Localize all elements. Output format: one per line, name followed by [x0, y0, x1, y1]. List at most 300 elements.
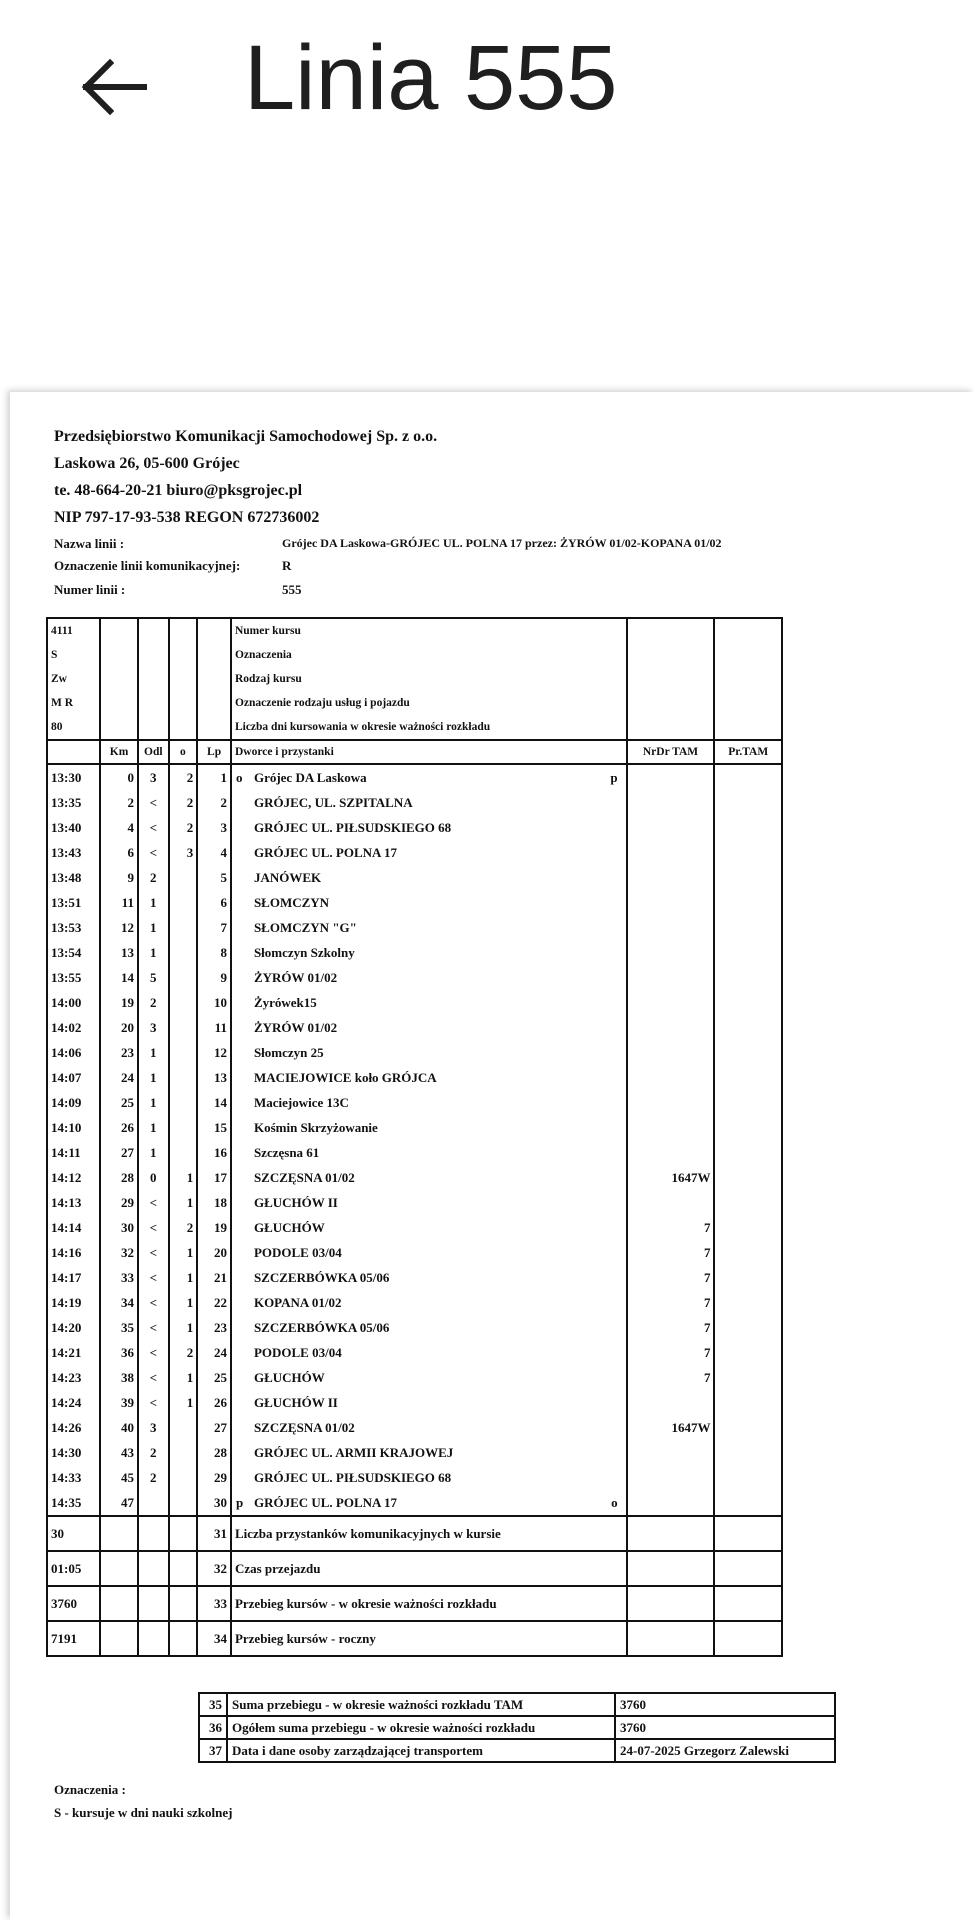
- summary-value: 24-07-2025 Grzegorz Zalewski: [615, 1739, 835, 1762]
- stop-time: 13:54: [47, 940, 100, 965]
- stop-km: 30: [100, 1215, 138, 1240]
- stop-name-cell: [231, 1240, 627, 1265]
- col-km-header: Km: [100, 740, 138, 764]
- stop-row: [47, 1215, 782, 1240]
- stop-lp: 16: [197, 1140, 231, 1165]
- totals-label: Przebieg kursów - w okresie ważności rozkładu: [231, 1586, 627, 1621]
- stop-name-cell: [231, 1490, 627, 1516]
- empty-cell: [714, 1140, 782, 1165]
- stop-lp: 12: [197, 1040, 231, 1065]
- empty-cell: [138, 1586, 169, 1621]
- totals-value: 01:05: [47, 1551, 100, 1586]
- empty-cell: [138, 1516, 169, 1551]
- stop-odl: 2: [138, 990, 169, 1015]
- col-time-header: [47, 740, 100, 764]
- back-button[interactable]: [70, 44, 156, 130]
- stop-km: 47: [100, 1490, 138, 1516]
- stop-name: GRÓJEC UL. POLNA 17: [253, 844, 397, 860]
- empty-cell: [100, 643, 138, 667]
- summary-lp: 35: [199, 1693, 227, 1716]
- stop-nrdr: [627, 1190, 715, 1215]
- empty-cell: [714, 890, 782, 915]
- col-lp-header: Lp: [197, 740, 231, 764]
- stop-name-cell: [231, 1040, 627, 1065]
- stop-o: 2: [169, 815, 198, 840]
- stop-km: 40: [100, 1415, 138, 1440]
- stop-lp: 25: [197, 1365, 231, 1390]
- summary-label: Data i dane osoby zarządzającej transportem: [227, 1739, 615, 1762]
- stop-name-cell: [231, 1090, 627, 1115]
- empty-cell: [169, 618, 198, 643]
- stop-o: [169, 1115, 198, 1140]
- empty-cell: [714, 1315, 782, 1340]
- empty-cell: [714, 965, 782, 990]
- stop-time: 14:17: [47, 1265, 100, 1290]
- company-name: Przedsiębiorstwo Komunikacji Samochodowej Sp. z o.o.: [54, 428, 438, 445]
- summary-table: [198, 1692, 836, 1763]
- stop-odl: 1: [138, 1065, 169, 1090]
- stop-time: 14:10: [47, 1115, 100, 1140]
- empty-cell: [627, 691, 715, 715]
- empty-cell: [714, 1215, 782, 1240]
- stop-km: 24: [100, 1065, 138, 1090]
- stop-name: Szczęsna 61: [253, 1144, 320, 1160]
- stop-name: MACIEJOWICE koło GRÓJCA: [253, 1069, 437, 1085]
- stop-time: 14:11: [47, 1140, 100, 1165]
- arrow-left-icon: [78, 57, 148, 117]
- stop-km: 11: [100, 890, 138, 915]
- stop-lp: 22: [197, 1290, 231, 1315]
- stop-time: 13:35: [47, 790, 100, 815]
- stop-km: 29: [100, 1190, 138, 1215]
- line-number-label: Numer linii :: [54, 582, 126, 597]
- empty-cell: [714, 691, 782, 715]
- stop-name-cell: [231, 1215, 627, 1240]
- stop-time: 14:00: [47, 990, 100, 1015]
- stop-row: [47, 1090, 782, 1115]
- stop-nrdr: [627, 1390, 715, 1415]
- stop-time: 14:07: [47, 1065, 100, 1090]
- stop-time: 13:40: [47, 815, 100, 840]
- stop-name-cell: [231, 1265, 627, 1290]
- column-header-section: [47, 740, 782, 764]
- stop-row: [47, 1415, 782, 1440]
- company-contact: te. 48-664-20-21 biuro@pksgrojec.pl: [54, 482, 303, 499]
- stop-o: [169, 1040, 198, 1065]
- stop-o: 2: [169, 1215, 198, 1240]
- stop-name: GŁUCHÓW II: [253, 1394, 338, 1410]
- timetable-table: [46, 617, 783, 1657]
- stop-o: 1: [169, 1265, 198, 1290]
- stop-o: [169, 1440, 198, 1465]
- empty-cell: [714, 940, 782, 965]
- stop-nrdr: 7: [627, 1265, 715, 1290]
- stop-nrdr: 7: [627, 1365, 715, 1390]
- stop-lp: 30: [197, 1490, 231, 1516]
- empty-cell: [714, 990, 782, 1015]
- course-info-row: [47, 691, 782, 715]
- stop-row: [47, 890, 782, 915]
- stop-name-cell: [231, 1140, 627, 1165]
- empty-cell: [714, 1340, 782, 1365]
- stop-time: 14:06: [47, 1040, 100, 1065]
- stop-odl: <: [138, 840, 169, 865]
- line-designation-value: R: [282, 558, 292, 573]
- summary-row: [199, 1716, 835, 1739]
- summary-lp: 36: [199, 1716, 227, 1739]
- stop-name-cell: [231, 965, 627, 990]
- empty-cell: [714, 1390, 782, 1415]
- totals-row: [47, 1621, 782, 1656]
- totals-lp: 31: [197, 1516, 231, 1551]
- stop-time: 14:33: [47, 1465, 100, 1490]
- stop-name: Kośmin Skrzyżowanie: [253, 1119, 378, 1135]
- stop-odl: 1: [138, 915, 169, 940]
- stop-odl: <: [138, 1365, 169, 1390]
- stop-odl: 1: [138, 1115, 169, 1140]
- stop-name: GŁUCHÓW: [253, 1369, 325, 1385]
- stop-row: [47, 1015, 782, 1040]
- empty-cell: [714, 715, 782, 740]
- stop-nrdr: 1647W: [627, 1415, 715, 1440]
- stop-km: 12: [100, 915, 138, 940]
- totals-row: [47, 1516, 782, 1551]
- empty-cell: [714, 815, 782, 840]
- col-pr-header: Pr.TAM: [714, 740, 782, 764]
- stop-name: GRÓJEC UL. PIŁSUDSKIEGO 68: [253, 819, 452, 835]
- stop-time: 14:26: [47, 1415, 100, 1440]
- stop-odl: <: [138, 1240, 169, 1265]
- company-address: Laskowa 26, 05-600 Grójec: [54, 455, 240, 472]
- stop-time: 14:21: [47, 1340, 100, 1365]
- empty-cell: [169, 667, 198, 691]
- stop-row: [47, 1290, 782, 1315]
- empty-cell: [169, 1621, 198, 1656]
- empty-cell: [714, 1365, 782, 1390]
- empty-cell: [714, 667, 782, 691]
- empty-cell: [714, 1165, 782, 1190]
- stop-nrdr: 1647W: [627, 1165, 715, 1190]
- stop-o: 1: [169, 1190, 198, 1215]
- stop-row: [47, 940, 782, 965]
- stop-name: GRÓJEC UL. ARMII KRAJOWEJ: [253, 1444, 454, 1460]
- stop-time: 14:14: [47, 1215, 100, 1240]
- stop-nrdr: [627, 865, 715, 890]
- stop-km: 38: [100, 1365, 138, 1390]
- stop-nrdr: 7: [627, 1215, 715, 1240]
- stop-name-cell: [231, 1465, 627, 1490]
- stop-km: 6: [100, 840, 138, 865]
- stop-odl: <: [138, 1265, 169, 1290]
- stop-lp: 29: [197, 1465, 231, 1490]
- stop-name-cell: [231, 840, 627, 865]
- empty-cell: [714, 865, 782, 890]
- summary-lp: 37: [199, 1739, 227, 1762]
- stop-name-cell: [231, 1290, 627, 1315]
- stop-o: [169, 865, 198, 890]
- stop-odl: 3: [138, 1415, 169, 1440]
- stop-nrdr: 7: [627, 1240, 715, 1265]
- stop-row: [47, 1115, 782, 1140]
- stop-name-cell: [231, 1440, 627, 1465]
- stop-nrdr: [627, 1015, 715, 1040]
- stop-o: 2: [169, 790, 198, 815]
- empty-cell: [138, 691, 169, 715]
- summary-row: [199, 1739, 835, 1762]
- stop-km: 39: [100, 1390, 138, 1415]
- stop-lp: 18: [197, 1190, 231, 1215]
- empty-cell: [197, 691, 231, 715]
- stop-odl: <: [138, 1215, 169, 1240]
- empty-cell: [138, 1551, 169, 1586]
- line-name-label: Nazwa linii :: [54, 536, 125, 551]
- stop-name: Żyrówek15: [253, 994, 317, 1010]
- stop-row: [47, 790, 782, 815]
- stop-nrdr: [627, 965, 715, 990]
- stop-km: 14: [100, 965, 138, 990]
- empty-cell: [169, 643, 198, 667]
- course-info-value: 80: [47, 715, 100, 740]
- summary-label: Suma przebiegu - w okresie ważności rozkładu TAM: [227, 1693, 615, 1716]
- stop-lp: 1: [197, 764, 231, 790]
- empty-cell: [169, 691, 198, 715]
- stop-odl: 2: [138, 1465, 169, 1490]
- stop-lp: 23: [197, 1315, 231, 1340]
- stop-o: [169, 1015, 198, 1040]
- stop-row: [47, 1340, 782, 1365]
- stop-time: 13:55: [47, 965, 100, 990]
- empty-cell: [100, 1586, 138, 1621]
- stop-row: [47, 764, 782, 790]
- stop-time: 14:09: [47, 1090, 100, 1115]
- stop-name-cell: [231, 1315, 627, 1340]
- stop-km: 2: [100, 790, 138, 815]
- stop-o: 1: [169, 1240, 198, 1265]
- totals-label: Liczba przystanków komunikacyjnych w kursie: [231, 1516, 627, 1551]
- totals-value: 30: [47, 1516, 100, 1551]
- stop-nrdr: 7: [627, 1315, 715, 1340]
- empty-cell: [627, 715, 715, 740]
- course-info-label: Liczba dni kursowania w okresie ważności rozkładu: [231, 715, 627, 740]
- course-info-row: [47, 667, 782, 691]
- stop-lp: 24: [197, 1340, 231, 1365]
- stop-km: 23: [100, 1040, 138, 1065]
- stop-nrdr: [627, 815, 715, 840]
- empty-cell: [100, 1516, 138, 1551]
- stop-nrdr: [627, 1040, 715, 1065]
- stop-name: GRÓJEC UL. PIŁSUDSKIEGO 68: [253, 1469, 452, 1485]
- stop-time: 14:02: [47, 1015, 100, 1040]
- summary-label: Ogółem suma przebiegu - w okresie ważności rozkładu: [227, 1716, 615, 1739]
- totals-value: 3760: [47, 1586, 100, 1621]
- stop-name-cell: [231, 1340, 627, 1365]
- totals-lp: 33: [197, 1586, 231, 1621]
- stop-name: GŁUCHÓW II: [253, 1194, 338, 1210]
- stop-name: GRÓJEC, UL. SZPITALNA: [253, 794, 413, 810]
- course-info-label: Rodzaj kursu: [231, 667, 627, 691]
- stop-row: [47, 1265, 782, 1290]
- stop-name: SZCZERBÓWKA 05/06: [253, 1269, 390, 1285]
- stop-lp: 10: [197, 990, 231, 1015]
- stop-odl: 5: [138, 965, 169, 990]
- stop-km: 32: [100, 1240, 138, 1265]
- empty-cell: [714, 1265, 782, 1290]
- totals-lp: 34: [197, 1621, 231, 1656]
- stop-o: [169, 1065, 198, 1090]
- stop-name-cell: [231, 1015, 627, 1040]
- empty-cell: [714, 1465, 782, 1490]
- empty-cell: [714, 790, 782, 815]
- line-number-value: 555: [282, 582, 302, 597]
- empty-cell: [138, 643, 169, 667]
- stop-prefix-mark: p: [235, 1494, 244, 1510]
- stop-name-cell: [231, 1415, 627, 1440]
- stop-nrdr: [627, 764, 715, 790]
- stop-lp: 17: [197, 1165, 231, 1190]
- stop-name: KOPANA 01/02: [253, 1294, 342, 1310]
- course-info-value: 4111: [47, 618, 100, 643]
- empty-cell: [714, 764, 782, 790]
- stop-name-cell: [231, 1365, 627, 1390]
- empty-cell: [714, 1065, 782, 1090]
- stop-name: Słomczyn Szkolny: [253, 944, 355, 960]
- stop-o: [169, 990, 198, 1015]
- timetable-document[interactable]: [10, 392, 974, 1920]
- totals-label: Czas przejazdu: [231, 1551, 627, 1586]
- col-nrdr-header: NrDr TAM: [627, 740, 715, 764]
- stop-odl: [138, 1490, 169, 1516]
- line-designation-label: Oznaczenie linii komunikacyjnej:: [54, 558, 241, 573]
- stop-odl: 2: [138, 865, 169, 890]
- stop-lp: 27: [197, 1415, 231, 1440]
- stop-row: [47, 1315, 782, 1340]
- stop-nrdr: [627, 890, 715, 915]
- stop-nrdr: [627, 1490, 715, 1516]
- empty-cell: [100, 1551, 138, 1586]
- empty-cell: [138, 667, 169, 691]
- stop-lp: 28: [197, 1440, 231, 1465]
- stop-name-cell: [231, 915, 627, 940]
- totals-lp: 32: [197, 1551, 231, 1586]
- stop-lp: 6: [197, 890, 231, 915]
- stop-prefix-mark: o: [235, 769, 243, 785]
- stop-lp: 9: [197, 965, 231, 990]
- stop-lp: 11: [197, 1015, 231, 1040]
- stop-name: Maciejowice 13C: [253, 1094, 349, 1110]
- stop-o: [169, 1090, 198, 1115]
- stop-nrdr: [627, 790, 715, 815]
- stop-o: [169, 965, 198, 990]
- empty-cell: [100, 715, 138, 740]
- stop-name: JANÓWEK: [253, 869, 322, 885]
- totals-row: [47, 1586, 782, 1621]
- stop-nrdr: [627, 1440, 715, 1465]
- stop-name-cell: [231, 865, 627, 890]
- stop-odl: <: [138, 1390, 169, 1415]
- stop-row: [47, 1165, 782, 1190]
- empty-cell: [714, 1115, 782, 1140]
- stop-o: [169, 940, 198, 965]
- stop-name-cell: [231, 815, 627, 840]
- column-header-row: [47, 740, 782, 764]
- col-o-header: o: [169, 740, 198, 764]
- stop-lp: 20: [197, 1240, 231, 1265]
- stop-nrdr: 7: [627, 1290, 715, 1315]
- stop-lp: 19: [197, 1215, 231, 1240]
- stop-row: [47, 1040, 782, 1065]
- stop-row: [47, 915, 782, 940]
- summary-row: [199, 1693, 835, 1716]
- stop-lp: 8: [197, 940, 231, 965]
- empty-cell: [100, 1621, 138, 1656]
- app-bar: [0, 0, 974, 194]
- stop-row: [47, 1440, 782, 1465]
- totals-section: [47, 1516, 782, 1656]
- stop-km: 33: [100, 1265, 138, 1290]
- totals-row: [47, 1551, 782, 1586]
- stop-row: [47, 990, 782, 1015]
- stop-lp: 15: [197, 1115, 231, 1140]
- stop-time: 14:20: [47, 1315, 100, 1340]
- empty-cell: [714, 1015, 782, 1040]
- empty-cell: [714, 1240, 782, 1265]
- line-number-row: [54, 582, 302, 598]
- empty-cell: [714, 1090, 782, 1115]
- stop-row: [47, 1065, 782, 1090]
- empty-cell: [197, 667, 231, 691]
- empty-cell: [627, 618, 715, 643]
- stop-name-cell: [231, 1165, 627, 1190]
- stop-nrdr: [627, 840, 715, 865]
- stop-name-cell: [231, 890, 627, 915]
- stop-row: [47, 965, 782, 990]
- stop-lp: 5: [197, 865, 231, 890]
- stop-nrdr: [627, 1140, 715, 1165]
- stop-lp: 2: [197, 790, 231, 815]
- stop-odl: 1: [138, 940, 169, 965]
- stop-name: ŻYRÓW 01/02: [253, 969, 338, 985]
- stop-row: [47, 1365, 782, 1390]
- legend-item: S - kursuje w dni nauki szkolnej: [54, 1805, 233, 1820]
- stop-odl: 3: [138, 764, 169, 790]
- empty-cell: [169, 1516, 198, 1551]
- course-info-label: Oznaczenie rodzaju usług i pojazdu: [231, 691, 627, 715]
- stop-odl: 0: [138, 1165, 169, 1190]
- empty-cell: [714, 1551, 782, 1586]
- stop-time: 14:16: [47, 1240, 100, 1265]
- stop-km: 9: [100, 865, 138, 890]
- stop-km: 43: [100, 1440, 138, 1465]
- stop-o: 2: [169, 764, 198, 790]
- stop-name: PODOLE 03/04: [253, 1344, 342, 1360]
- empty-cell: [169, 715, 198, 740]
- stop-km: 36: [100, 1340, 138, 1365]
- stop-km: 19: [100, 990, 138, 1015]
- empty-cell: [197, 643, 231, 667]
- course-info-row: [47, 715, 782, 740]
- stop-time: 14:24: [47, 1390, 100, 1415]
- empty-cell: [138, 1621, 169, 1656]
- stop-o: 1: [169, 1165, 198, 1190]
- stop-km: 20: [100, 1015, 138, 1040]
- empty-cell: [627, 643, 715, 667]
- stop-km: 34: [100, 1290, 138, 1315]
- stop-name: SZCZĘSNA 01/02: [253, 1419, 355, 1435]
- stop-name: Słomczyn 25: [253, 1044, 324, 1060]
- empty-cell: [197, 715, 231, 740]
- stop-row: [47, 1490, 782, 1516]
- summary-value: 3760: [615, 1693, 835, 1716]
